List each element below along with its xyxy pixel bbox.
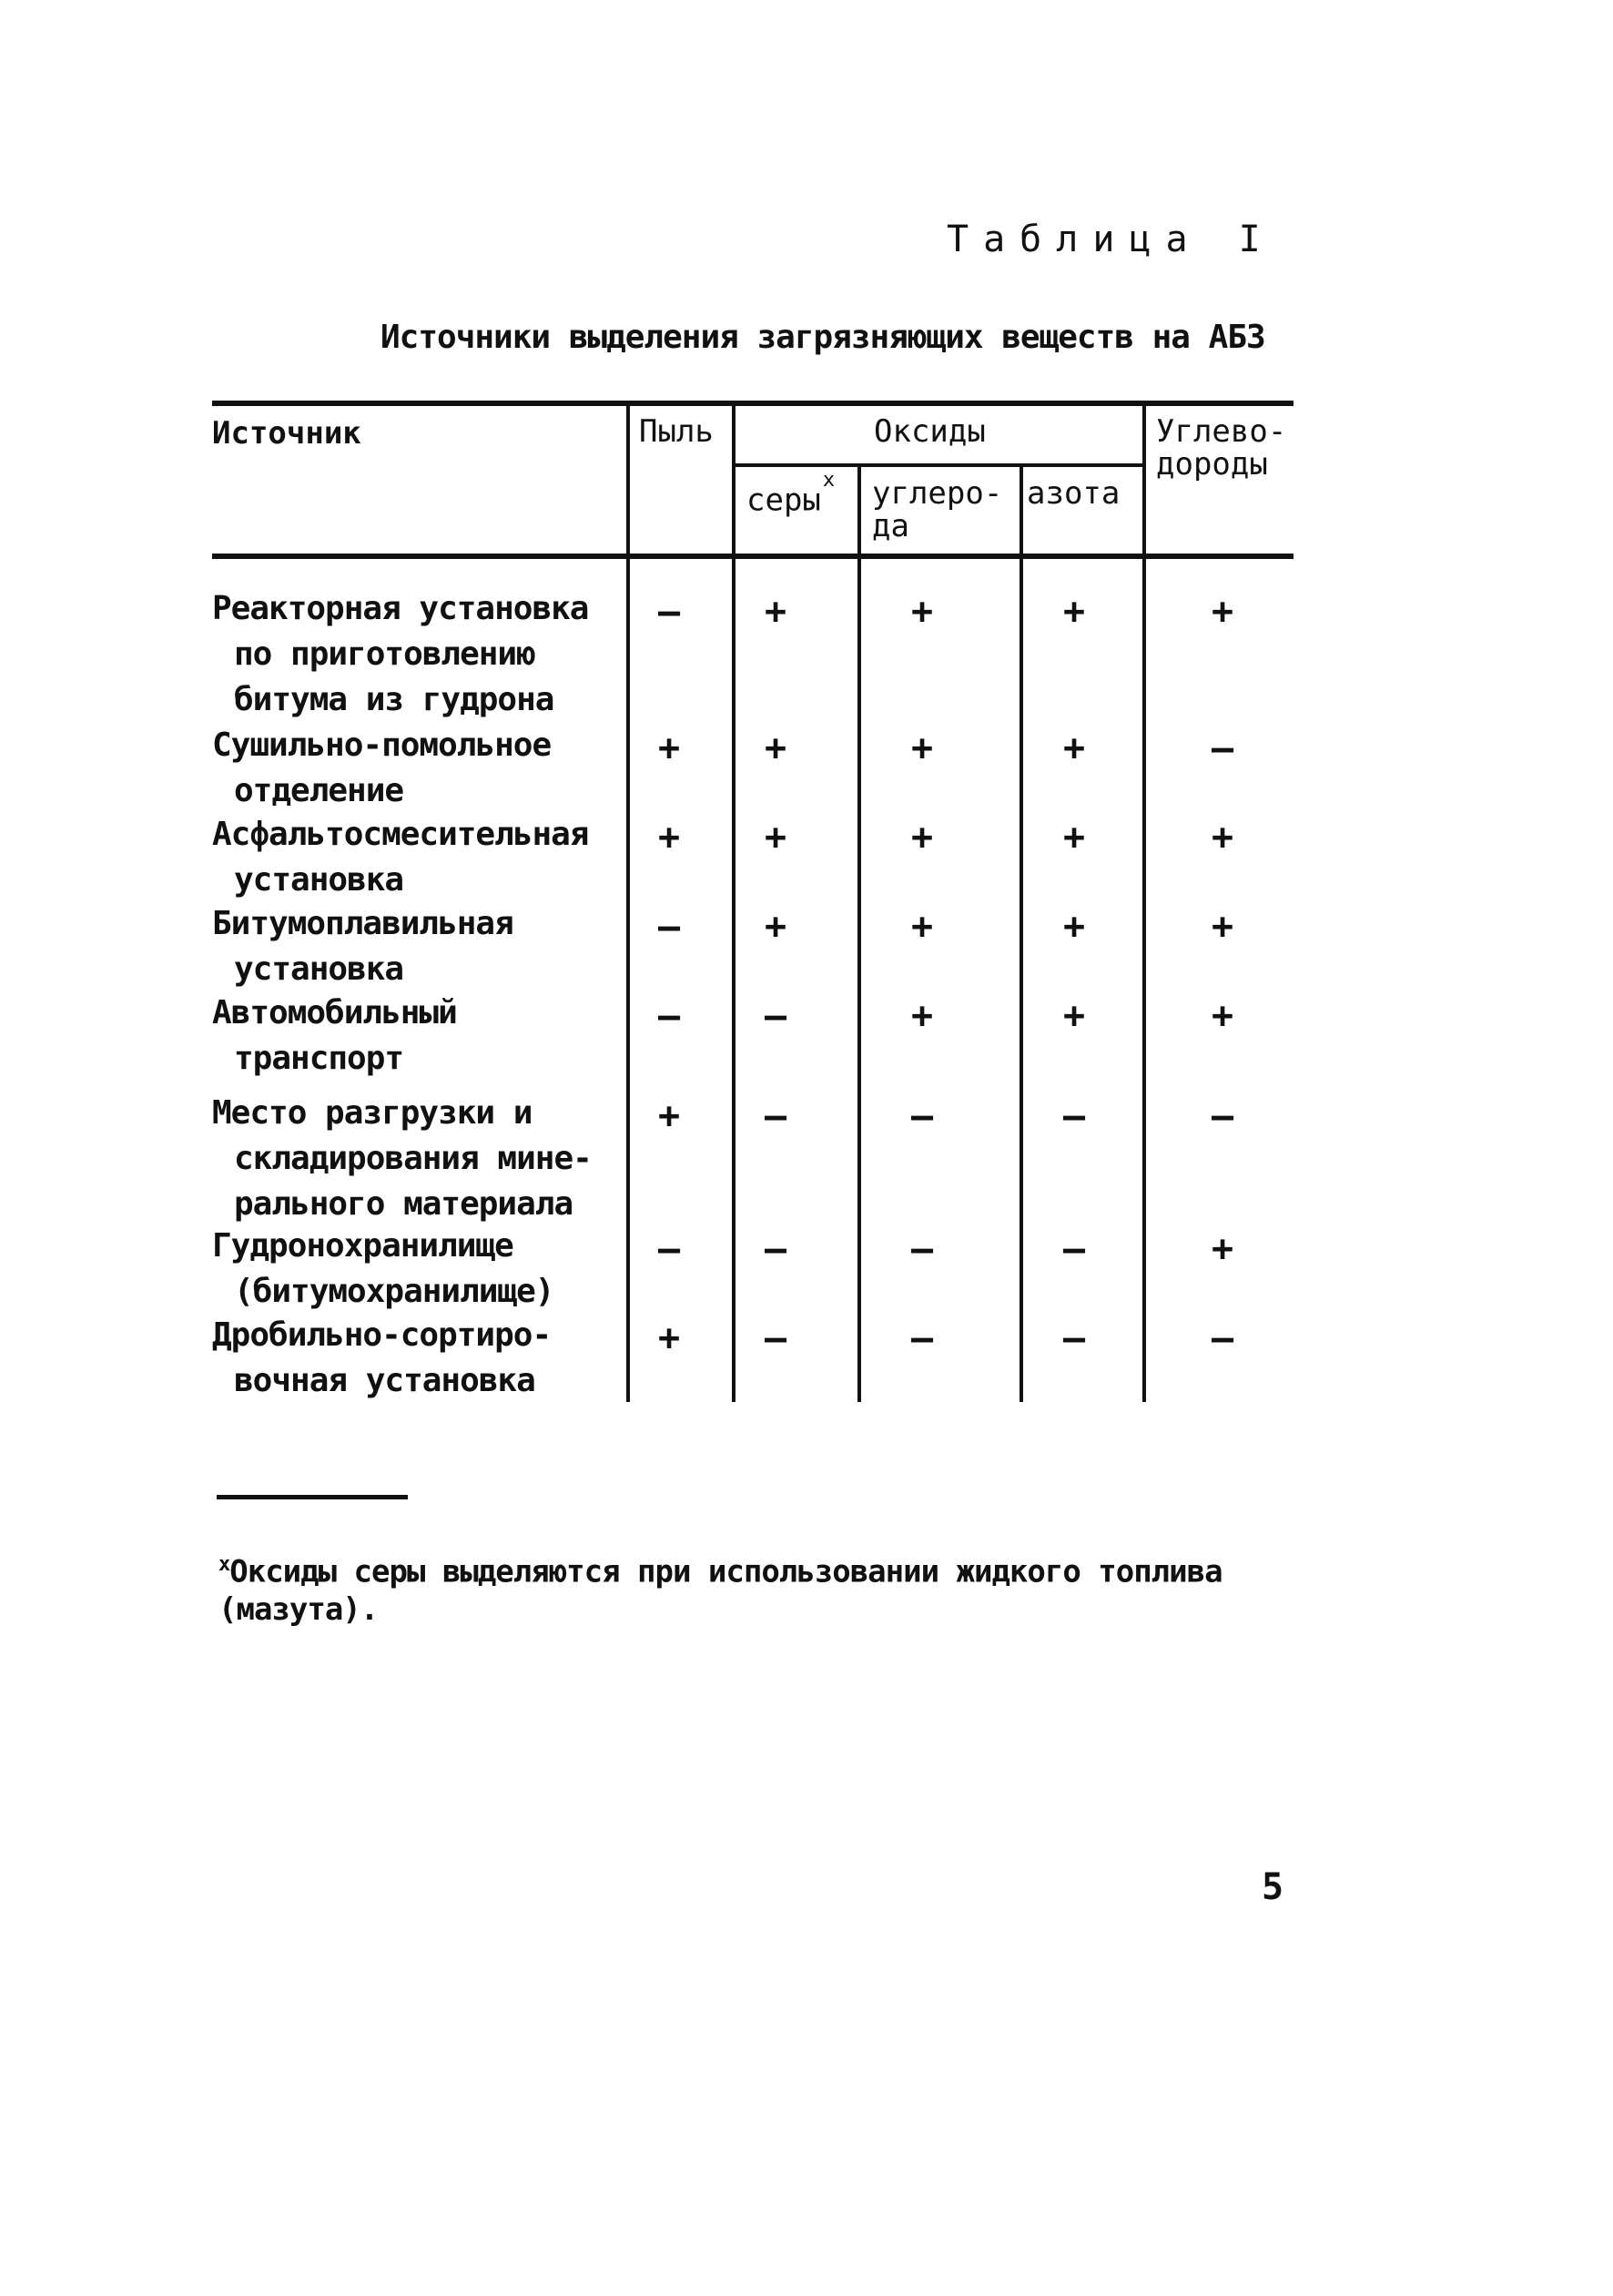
row-mark: +: [764, 591, 787, 633]
row-source: [212, 1091, 592, 1227]
row-mark: +: [910, 906, 934, 948]
row-source: [212, 586, 588, 723]
row-mark: +: [910, 727, 934, 769]
row-mark: +: [764, 817, 787, 858]
table-caption: Источники выделения загрязняющих веществ на АБЗ: [380, 319, 1265, 356]
row-mark: –: [764, 1095, 787, 1137]
row-mark: +: [1062, 727, 1086, 769]
row-mark: –: [1211, 1317, 1234, 1359]
row-mark: –: [1062, 1317, 1086, 1359]
row-source-line: отделение: [234, 772, 404, 809]
row-source-line: Сушильно-помольное: [212, 726, 552, 764]
header-oxides: Оксиды: [874, 413, 986, 450]
row-source-line: по приготовлению: [234, 635, 535, 673]
page-number: 5: [1262, 1866, 1284, 1908]
row-mark: –: [1211, 727, 1234, 769]
row-mark: –: [657, 1228, 681, 1270]
row-mark: +: [1211, 591, 1234, 633]
row-mark: –: [764, 1228, 787, 1270]
row-mark: +: [657, 727, 681, 769]
row-mark: –: [910, 1228, 934, 1270]
row-mark: +: [1062, 906, 1086, 948]
row-mark: +: [1211, 1228, 1234, 1270]
row-mark: +: [910, 591, 934, 633]
row-source: [212, 1224, 553, 1315]
col-divider-nitrogen: [1142, 401, 1146, 1402]
row-mark: +: [764, 727, 787, 769]
header-source: Источник: [212, 415, 361, 452]
row-source-line: Асфальтосмесительная: [212, 816, 589, 853]
row-mark: –: [910, 1317, 934, 1359]
row-source-line: транспорт: [234, 1040, 404, 1077]
row-source-line: Гудронохранилище: [212, 1227, 513, 1265]
footnote-text: Оксиды серы выделяются при использовании жидкого топлива (мазута).: [218, 1553, 1222, 1629]
row-source-line: складирования мине-: [234, 1140, 592, 1177]
row-mark: +: [910, 817, 934, 858]
row-source-line: Дробильно-сортиро-: [212, 1316, 552, 1354]
col-divider-dust: [732, 401, 735, 1402]
row-mark: +: [1062, 591, 1086, 633]
row-mark: +: [657, 817, 681, 858]
row-source-line: установка: [234, 950, 404, 988]
table-label: Таблица I: [947, 218, 1275, 260]
row-source-line: Битумоплавильная: [212, 905, 513, 942]
row-source-line: Реакторная установка: [212, 590, 589, 627]
row-mark: +: [1211, 995, 1234, 1037]
row-source-line: вочная установка: [234, 1362, 535, 1399]
row-mark: +: [1062, 817, 1086, 858]
row-source: [212, 1313, 551, 1404]
row-mark: –: [764, 1317, 787, 1359]
row-mark: +: [657, 1095, 681, 1137]
row-source-line: Место разгрузки и: [212, 1094, 533, 1132]
row-source-line: Автомобильный: [212, 994, 457, 1031]
row-source: [212, 723, 551, 814]
row-source-line: (битумохранилище): [234, 1273, 554, 1310]
row-mark: –: [910, 1095, 934, 1137]
footnote-mark: х: [218, 1553, 230, 1576]
header-hydrocarbons: Углево- дороды: [1156, 413, 1287, 483]
row-mark: –: [657, 995, 681, 1037]
row-mark: –: [1062, 1228, 1086, 1270]
row-mark: –: [764, 995, 787, 1037]
footnote-rule: [217, 1495, 408, 1499]
row-mark: +: [1211, 906, 1234, 948]
row-mark: –: [657, 591, 681, 633]
header-sulfur-footnote-mark: х: [822, 469, 836, 492]
footnote: [218, 1546, 1338, 1629]
col-divider-source: [626, 401, 630, 1402]
row-mark: +: [764, 906, 787, 948]
header-sulfur: [746, 469, 836, 519]
header-carbon: углеро- да: [872, 475, 1003, 544]
header-bottom-rule: [212, 554, 1293, 559]
header-dust: Пыль: [639, 413, 714, 450]
table-top-rule: [212, 401, 1293, 406]
row-source-line: рального материала: [234, 1185, 573, 1223]
row-mark: –: [657, 906, 681, 948]
header-nitrogen: азота: [1027, 475, 1121, 512]
row-source: [212, 812, 588, 903]
row-mark: –: [1062, 1095, 1086, 1137]
row-source: [212, 991, 457, 1082]
col-divider-sulfur: [857, 463, 861, 1402]
row-mark: +: [910, 995, 934, 1037]
row-mark: –: [1211, 1095, 1234, 1137]
col-divider-carbon: [1020, 463, 1023, 1402]
row-mark: +: [657, 1317, 681, 1359]
row-source: [212, 901, 513, 992]
oxides-subheader-rule: [734, 463, 1144, 467]
row-mark: +: [1062, 995, 1086, 1037]
row-source-line: битума из гудрона: [234, 681, 554, 718]
row-mark: +: [1211, 817, 1234, 858]
header-sulfur-text: серы: [746, 482, 821, 519]
row-source-line: установка: [234, 861, 404, 899]
